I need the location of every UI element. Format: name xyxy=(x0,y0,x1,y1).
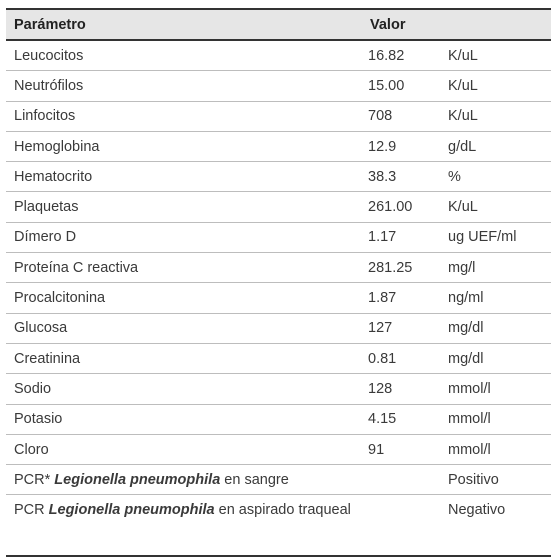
table-row xyxy=(6,40,551,71)
cell-valor: 16.82 xyxy=(368,47,405,64)
lab-results-table xyxy=(6,8,551,557)
cell-unidad: % xyxy=(448,168,461,185)
cell-valor: 4.15 xyxy=(368,411,397,428)
header-row xyxy=(6,9,551,40)
pcr-prefix: PCR xyxy=(14,502,49,519)
cell-parametro: Glucosa xyxy=(14,320,68,337)
cell-parametro: Proteína C reactiva xyxy=(14,259,139,276)
cell-valor: 15.00 xyxy=(368,77,405,94)
table-row xyxy=(6,162,551,192)
cell-unidad: g/dL xyxy=(448,138,477,155)
cell-unidad: K/uL xyxy=(448,77,478,94)
cell-unidad: K/uL xyxy=(448,47,478,64)
cell-unidad: K/uL xyxy=(448,199,478,216)
pcr-suffix: en sangre xyxy=(220,471,289,488)
cell-valor: 281.25 xyxy=(368,259,413,276)
table-row xyxy=(6,71,551,101)
cell-parametro: Creatinina xyxy=(14,350,81,367)
cell-unidad: mmol/l xyxy=(448,441,491,458)
cell-valor: 1.17 xyxy=(368,229,397,246)
cell-valor: 1.87 xyxy=(368,290,397,307)
table-row xyxy=(6,404,551,434)
cell-unidad: mmol/l xyxy=(448,380,491,397)
cell-pcr-parametro xyxy=(6,465,444,495)
cell-pcr-resultado: Negativo xyxy=(448,502,506,519)
cell-pcr-valor-empty xyxy=(362,495,444,557)
cell-parametro: Procalcitonina xyxy=(14,290,106,307)
cell-valor: 708 xyxy=(368,108,393,125)
table-row xyxy=(6,131,551,161)
table-row xyxy=(6,374,551,404)
table-row xyxy=(6,283,551,313)
pcr-prefix: PCR* xyxy=(14,471,55,488)
cell-parametro: Neutrófilos xyxy=(14,77,84,94)
lab-results-table-wrapper xyxy=(6,8,551,557)
pcr-species: Legionella pneumophila xyxy=(48,502,215,519)
cell-parametro: Dímero D xyxy=(14,229,77,246)
table-row xyxy=(6,253,551,283)
cell-valor: 91 xyxy=(368,441,385,458)
table-body xyxy=(6,40,551,556)
pcr-row-aspirado xyxy=(6,495,551,557)
table-row xyxy=(6,101,551,131)
cell-parametro: Sodio xyxy=(14,380,52,397)
table-header xyxy=(6,9,551,40)
pcr-row-sangre xyxy=(6,465,551,495)
cell-unidad: mmol/l xyxy=(448,411,491,428)
cell-pcr-parametro xyxy=(6,495,362,557)
cell-unidad: mg/dl xyxy=(448,350,484,367)
table-row xyxy=(6,313,551,343)
cell-valor: 127 xyxy=(368,320,393,337)
table-row xyxy=(6,343,551,373)
pcr-suffix: en aspirado traqueal xyxy=(214,502,351,519)
cell-unidad: mg/dl xyxy=(448,320,484,337)
cell-parametro: Linfocitos xyxy=(14,108,76,125)
cell-parametro: Hematocrito xyxy=(14,168,93,185)
cell-parametro: Cloro xyxy=(14,441,49,458)
cell-unidad: mg/l xyxy=(448,259,476,276)
cell-parametro: Leucocitos xyxy=(14,47,84,64)
header-parametro: Parámetro xyxy=(14,16,86,33)
cell-parametro: Hemoglobina xyxy=(14,138,100,155)
cell-valor: 128 xyxy=(368,380,393,397)
table-row xyxy=(6,222,551,252)
header-valor: Valor xyxy=(370,16,406,33)
cell-valor: 38.3 xyxy=(368,168,397,185)
cell-valor: 0.81 xyxy=(368,350,397,367)
cell-unidad: ng/ml xyxy=(448,290,484,307)
cell-unidad: K/uL xyxy=(448,108,478,125)
cell-parametro: Plaquetas xyxy=(14,199,79,216)
table-row xyxy=(6,192,551,222)
cell-unidad: ug UEF/ml xyxy=(448,229,517,246)
cell-valor: 261.00 xyxy=(368,199,413,216)
cell-parametro: Potasio xyxy=(14,411,63,428)
cell-valor: 12.9 xyxy=(368,138,397,155)
cell-pcr-resultado: Positivo xyxy=(448,471,499,488)
table-row xyxy=(6,434,551,464)
pcr-species: Legionella pneumophila xyxy=(54,471,221,488)
header-unidad xyxy=(444,9,551,40)
